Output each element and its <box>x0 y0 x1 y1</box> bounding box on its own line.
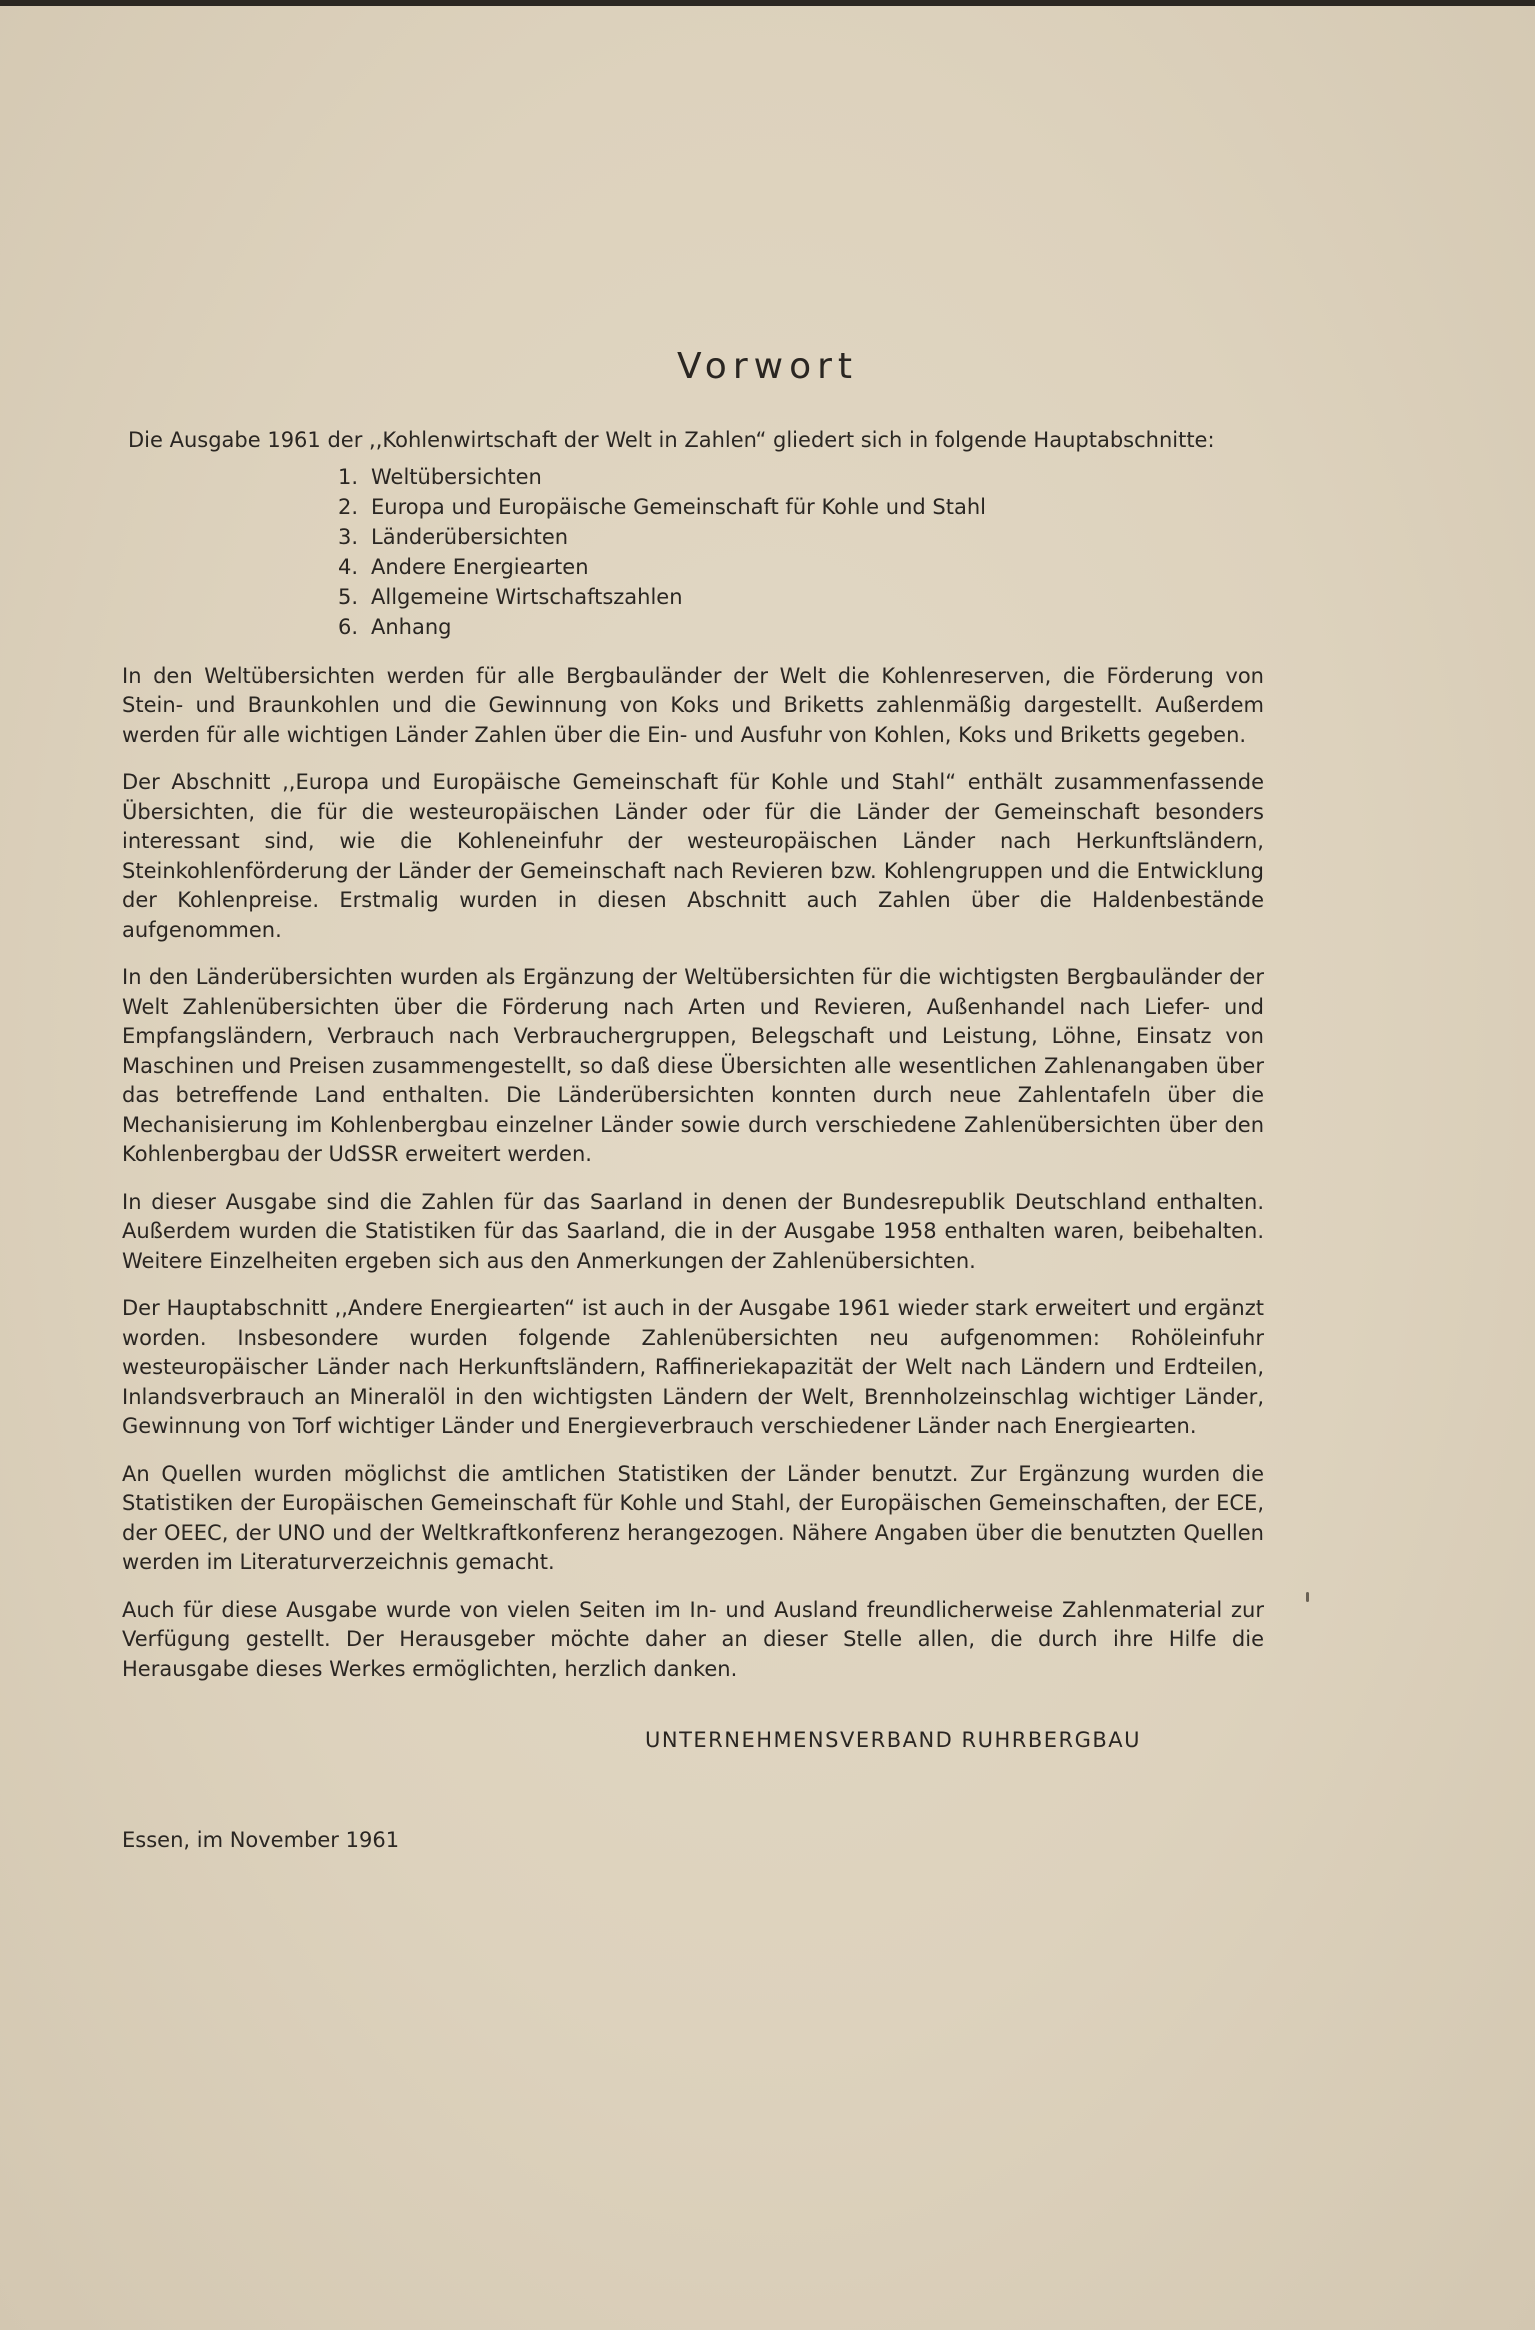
section-number: 4. <box>338 554 359 579</box>
section-item <box>338 552 1264 582</box>
section-number: 3. <box>338 524 359 549</box>
intro-text: Die Ausgabe 1961 der ,,Kohlenwirtschaft der Welt in Zahlen“ gliedert sich in folgende Hauptabschnitte: <box>128 428 1215 452</box>
section-number: 1. <box>338 464 359 489</box>
section-item <box>338 462 1264 492</box>
paragraph-weltuebersichten: In den Weltübersichten werden für alle Bergbauländer der Welt die Kohlenreserven, die Förderung von Stein- und Braunkohlen und die Gewinnung von Koks und Briketts zahlenmäßig dargestellt. Außerdem werden für alle wichtigen Länder Zahlen über die Ein- und Ausfuhr von Kohlen, Koks und Briketts gegeben. <box>122 663 1264 747</box>
paragraph-saarland: In dieser Ausgabe sind die Zahlen für das Saarland in denen der Bundesrepublik Deutschland enthalten. Außerdem wurden die Statistiken für das Saarland, die in der Ausgabe 1958 enthalten waren, beibehalten. Weitere Einzelheiten ergeben sich aus den Anmerkungen der Zahlenübersichten. <box>122 1189 1264 1273</box>
section-item <box>338 522 1264 552</box>
section-label: Allgemeine Wirtschaftszahlen <box>371 584 683 609</box>
section-item <box>338 582 1264 612</box>
section-label: Europa und Europäische Gemeinschaft für Kohle und Stahl <box>371 494 986 519</box>
section-label: Andere Energiearten <box>371 554 589 579</box>
section-item <box>338 492 1264 522</box>
section-number: 6. <box>338 614 359 639</box>
document-body <box>122 426 1264 1855</box>
section-item <box>338 612 1264 642</box>
paragraph-quellen: An Quellen wurden möglichst die amtlichen Statistiken der Länder benutzt. Zur Ergänzung wurden die Statistiken der Europäischen Gemeinschaft für Kohle und Stahl, der Europäischen Gemeinschaften, der ECE, der OEEC, der UNO und der Weltkraftkonferenz herangezogen. Nähere Angaben über die benutzten Quellen werden im Literaturverzeichnis gemacht. <box>122 1461 1264 1574</box>
section-label: Länderübersichten <box>371 524 569 549</box>
section-list <box>122 462 1264 642</box>
paragraph-laenderuebersichten: In den Länderübersichten wurden als Ergänzung der Weltübersichten für die wichtigsten Bergbauländer der Welt Zahlenübersichten über die Förderung nach Arten und Revieren, Außenhandel nach Liefer- und Empfangsländern, Verbrauch nach Verbrauchergruppen, Belegschaft und Leistung, Löhne, Einsatz von Maschinen und Preisen zusammengestellt, so daß diese Übersichten alle wesentlichen Zahlenangaben über das betreffende Land enthalten. Die Länderübersichten konnten durch neue Zahlentafeln über die Mechanisierung im Kohlenbergbau einzelner Länder sowie durch verschiedene Zahlenübersichten über den Kohlenbergbau der UdSSR erweitert werden. <box>122 965 1264 1166</box>
page-title: Vorwort <box>676 346 859 387</box>
signature: UNTERNEHMENSVERBAND RUHRBERGBAU <box>645 1728 1142 1752</box>
section-number: 2. <box>338 494 359 519</box>
paragraph-europa: Der Abschnitt ,,Europa und Europäische Gemeinschaft für Kohle und Stahl“ enthält zusammenfassende Übersichten, die für die westeuropäischen Länder oder für die Länder der Gemeinschaft besonders interessant sind, wie die Kohleneinfuhr der westeuropäischen Länder nach Herkunftsländern, Steinkohlenförderung der Länder der Gemeinschaft nach Revieren bzw. Kohlengruppen und die Entwicklung der Kohlenpreise. Erstmalig wurden in diesen Abschnitt auch Zahlen über die Haldenbestände aufgenommen. <box>122 770 1264 942</box>
section-label: Anhang <box>371 614 452 639</box>
paragraph-energiearten: Der Hauptabschnitt ,,Andere Energiearten“ ist auch in der Ausgabe 1961 wieder stark erweitert und ergänzt worden. Insbesondere wurden folgende Zahlenübersichten neu aufgenommen: Rohöleinfuhr westeuropäischer Länder nach Herkunftsländern, Raffineriekapazität der Welt nach Ländern und Erdteilen, Inlandsverbrauch an Mineralöl in den wichtigsten Ländern der Welt, Brennholzeinschlag wichtiger Länder, Gewinnung von Torf wichtiger Länder und Energieverbrauch verschiedener Länder nach Energiearten. <box>122 1296 1264 1438</box>
section-number: 5. <box>338 584 359 609</box>
place-date: Essen, im November 1961 <box>122 1827 400 1852</box>
section-label: Weltübersichten <box>371 464 542 489</box>
paragraph-dank: Auch für diese Ausgabe wurde von vielen Seiten im In- und Ausland freundlicherweise Zahlenmaterial zur Verfügung gestellt. Der Herausgeber möchte daher an dieser Stelle allen, die durch ihre Hilfe die Herausgabe dieses Werkes ermöglichten, herzlich danken. <box>122 1597 1264 1681</box>
paper-speck <box>1306 1592 1309 1602</box>
